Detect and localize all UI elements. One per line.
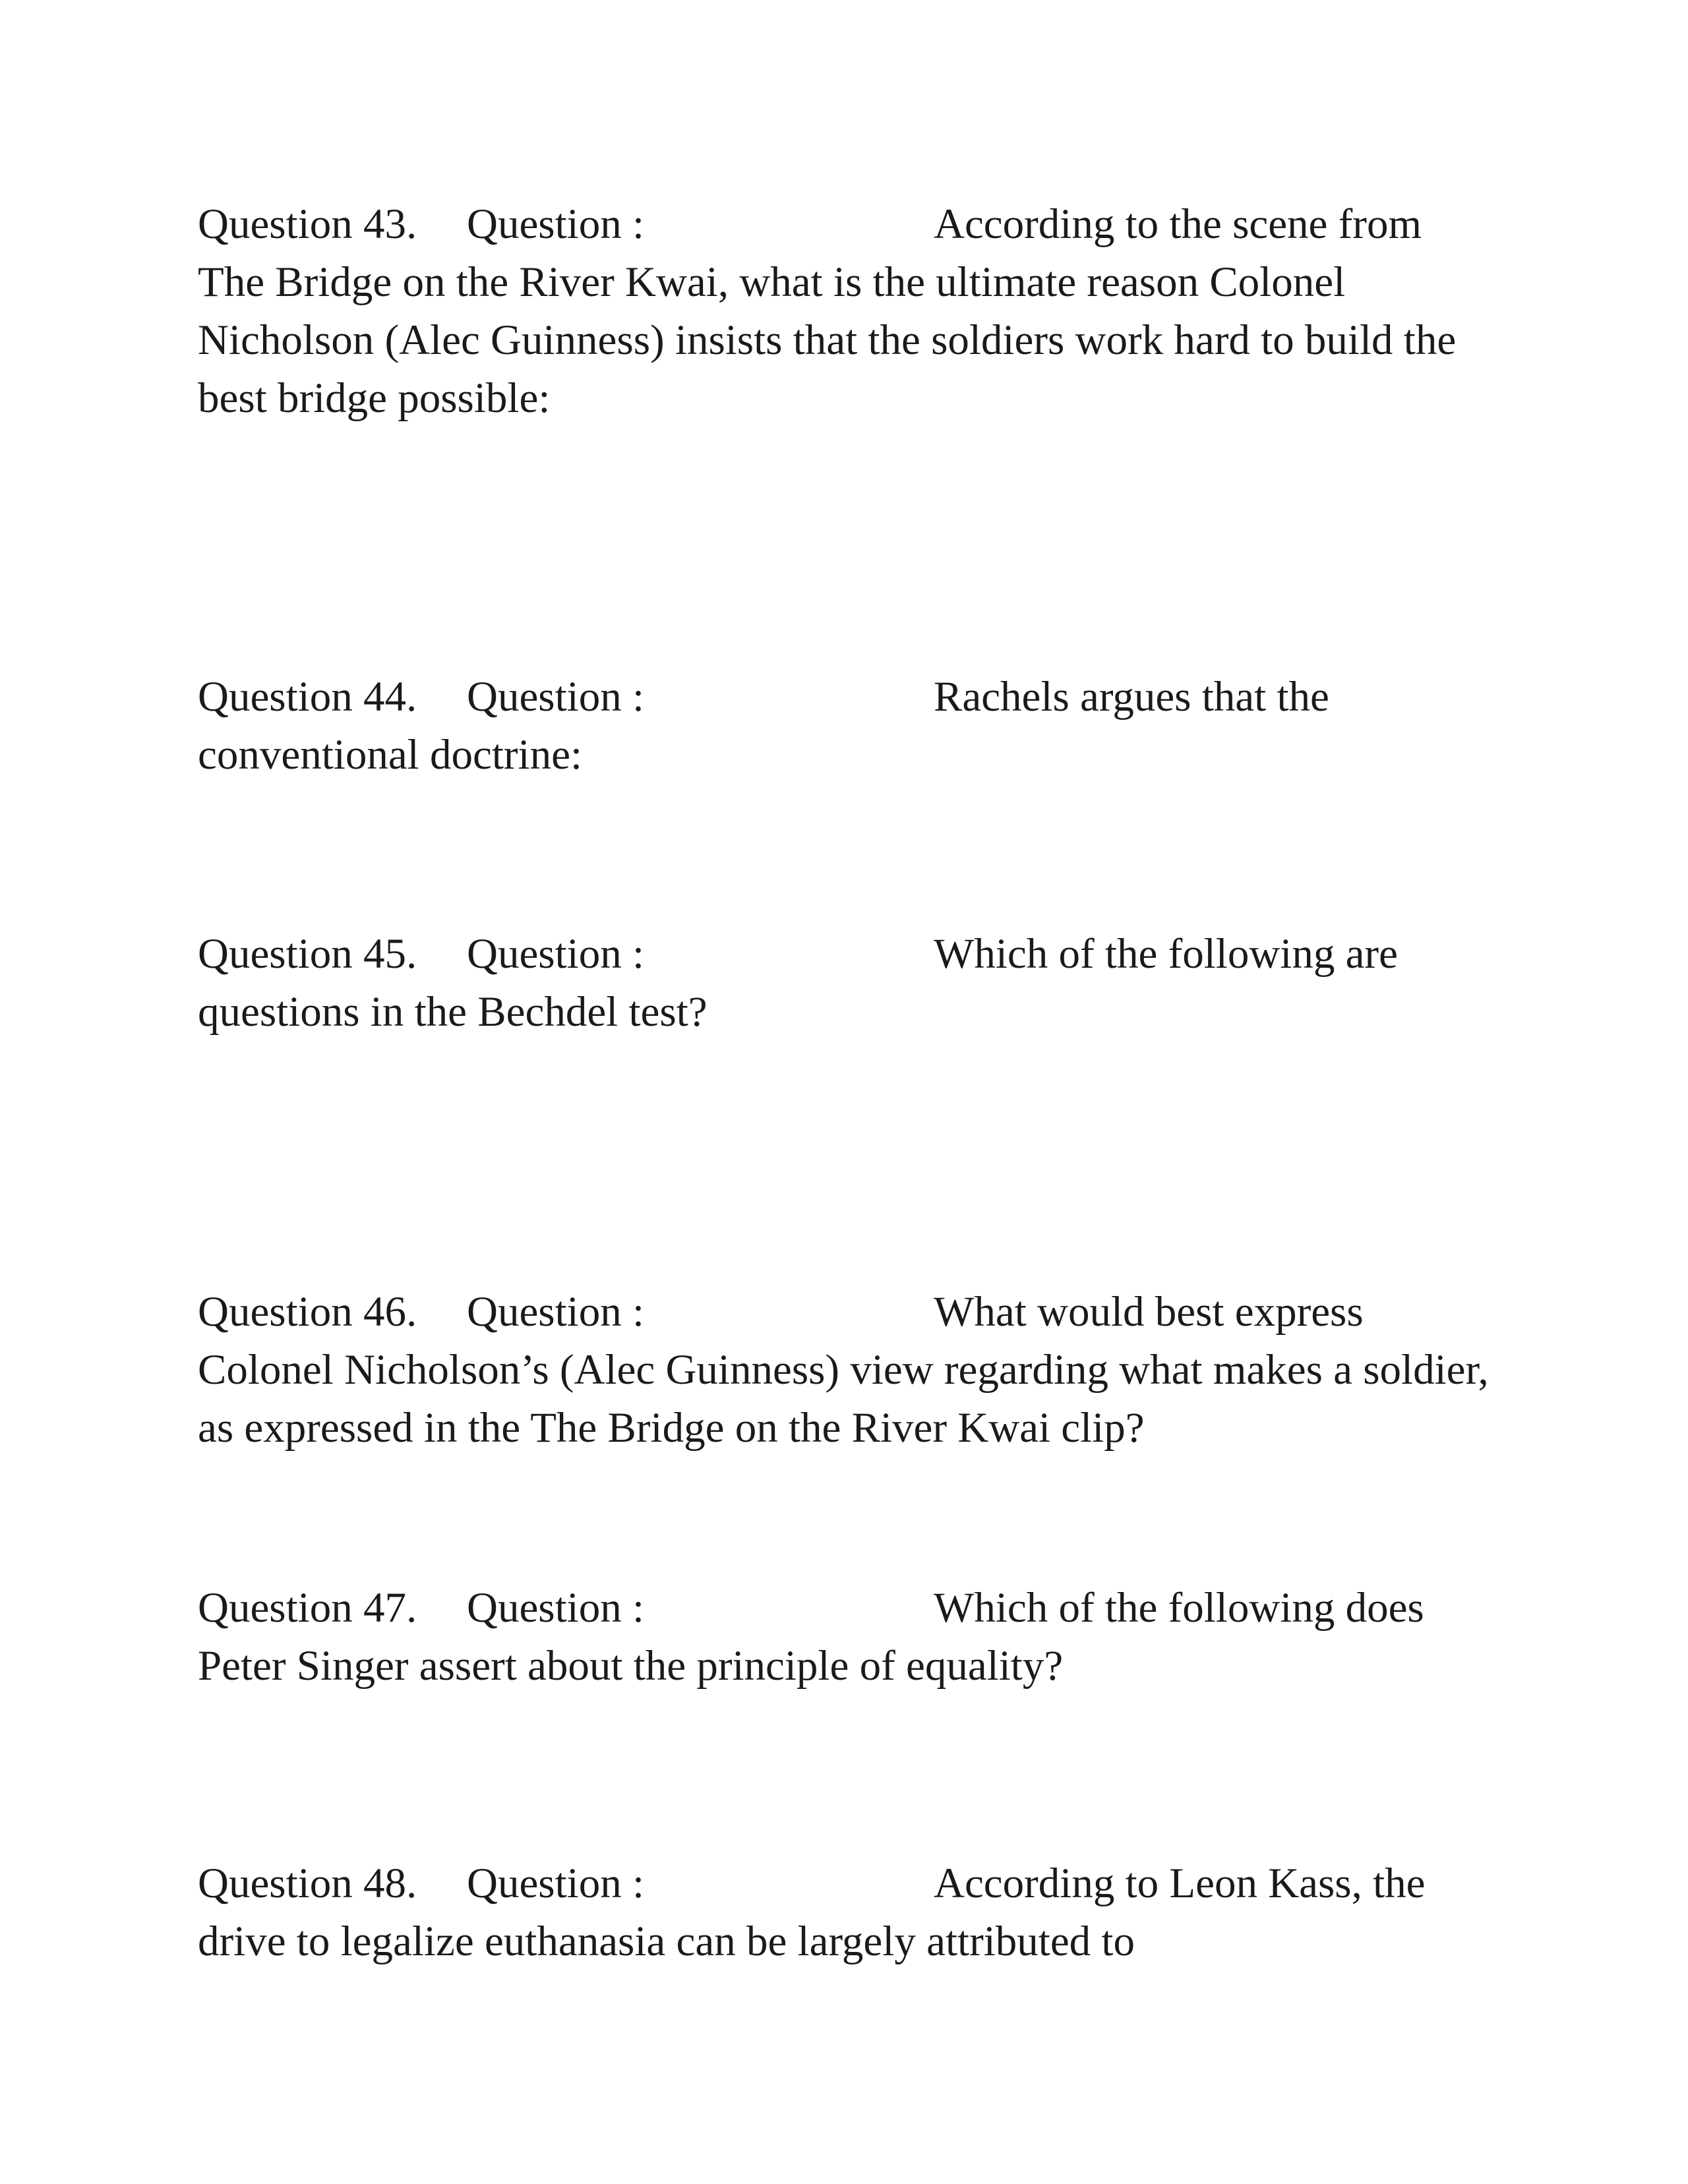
question-tag: Question : [467,930,645,978]
question-number: Question 43. [198,200,417,248]
question-46 [198,1283,1490,1457]
question-47 [198,1579,1490,1695]
question-lead [198,1579,934,1637]
question-number: Question 44. [198,673,417,721]
question-43 [198,195,1490,427]
question-number: Question 48. [198,1860,417,1907]
question-text: According to the scene from The Bridge on the River Kwai, what is the ultimate reason Colonel Nicholson (Alec Guinness) insists that the soldiers work hard to build the best bridge possible: [198,200,1457,422]
question-tag: Question : [467,1584,645,1632]
question-lead [198,668,934,726]
question-text: What would best express Colonel Nicholson’s (Alec Guinness) view regarding what makes a soldier, as expressed in the The Bridge on the River Kwai clip? [198,1288,1489,1452]
question-48 [198,1854,1490,1970]
question-45 [198,925,1490,1041]
question-text: Which of the following does Peter Singer assert about the principle of equality? [198,1584,1424,1690]
question-number: Question 47. [198,1584,417,1632]
question-lead [198,1283,934,1341]
question-lead [198,195,934,253]
question-tag: Question : [467,673,645,721]
question-number: Question 46. [198,1288,417,1336]
question-text: Rachels argues that the conventional doctrine: [198,673,1329,779]
question-text: Which of the following are questions in the Bechdel test? [198,930,1398,1036]
question-tag: Question : [467,200,645,248]
question-text: According to Leon Kass, the drive to legalize euthanasia can be largely attributed to [198,1860,1426,1965]
question-lead [198,925,934,983]
question-tag: Question : [467,1288,645,1336]
question-number: Question 45. [198,930,417,978]
question-44 [198,668,1490,784]
question-lead [198,1854,934,1912]
question-tag: Question : [467,1860,645,1907]
